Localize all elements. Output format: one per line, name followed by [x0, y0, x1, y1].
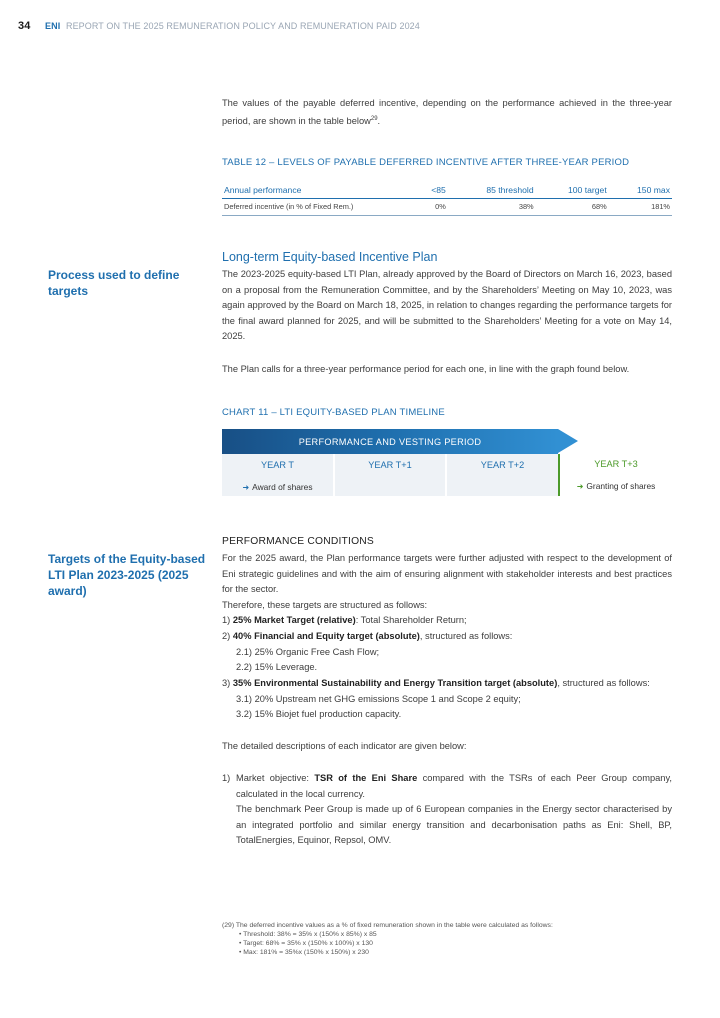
- table-cell: 38%: [448, 199, 536, 216]
- granting-note-text: Granting of shares: [586, 481, 656, 491]
- page-header: [18, 20, 420, 32]
- list-subitem: 2.1) 25% Organic Free Cash Flow;: [236, 647, 380, 657]
- list-item: [222, 629, 512, 645]
- table-cell: 0%: [416, 199, 448, 216]
- performance-vesting-band: PERFORMANCE AND VESTING PERIOD: [222, 429, 558, 454]
- market-objective-number: 1): [222, 773, 231, 783]
- col-header: 85 threshold: [448, 184, 536, 199]
- intro-text: The values of the payable deferred incentive, depending on the performance achieved in the three-year period, are shown in the table below: [222, 98, 672, 126]
- side-title-process: Process used to define targets: [48, 268, 180, 298]
- arrow-right-icon: ➜: [576, 482, 584, 491]
- page-number: 34: [18, 20, 31, 32]
- table-cell: 68%: [536, 199, 609, 216]
- list-bold: 25% Market Target (relative): [232, 615, 356, 625]
- list-text: , structured as follows:: [557, 678, 650, 688]
- table-row: [222, 199, 672, 216]
- market-objective-text: compared with the TSRs of each Peer Group company, calculated in the local currency.: [236, 773, 673, 799]
- side-title-targets: Targets of the Equity-based LTI Plan 2023-2025 (2025 award): [48, 552, 206, 598]
- list-subitem: 2.2) 15% Leverage.: [236, 662, 318, 672]
- list-number: 1): [222, 615, 231, 625]
- list-item: [222, 676, 650, 692]
- year-label-t3: YEAR T+3: [594, 459, 638, 469]
- col-header: <85: [416, 184, 448, 199]
- peer-group-paragraph: The benchmark Peer Group is made up of 6 European companies in the Energy sector characterised by an integrated portfolio and similar energy transition and decarbonisation paths as Eni: Shell, BP, TotalEnergies, Equinor, Repsol, OMV.: [236, 804, 672, 845]
- granting-note: [560, 481, 672, 491]
- list-number: 2): [222, 631, 231, 641]
- year-label: YEAR T: [260, 460, 295, 470]
- arrow-right-icon: ➜: [242, 483, 250, 492]
- brand-name: ENI: [45, 21, 61, 31]
- timeline-column-year-t1: [335, 454, 445, 496]
- lti-timeline-chart: [222, 429, 578, 497]
- footnote-line: • Target: 68% = 35% x (150% x 100%) x 130: [239, 940, 373, 947]
- year-label: YEAR T+2: [480, 460, 525, 470]
- footnote-ref[interactable]: 29: [370, 115, 378, 122]
- table-cell: Deferred incentive (in % of Fixed Rem.): [222, 199, 416, 216]
- col-header: 100 target: [536, 184, 609, 199]
- award-note: [222, 482, 333, 492]
- award-note-text: Award of shares: [252, 482, 313, 492]
- perf-heading: PERFORMANCE CONDITIONS: [222, 536, 374, 547]
- col-header: Annual performance: [222, 184, 416, 199]
- market-objective: [236, 771, 672, 802]
- list-number: 3): [222, 678, 231, 688]
- list-text: : Total Shareholder Return;: [355, 615, 467, 625]
- intro-end: .: [377, 115, 381, 126]
- list-subitem: 3.2) 15% Biojet fuel production capacity.: [236, 709, 402, 719]
- perf-paragraph-1: For the 2025 award, the Plan performance targets were further adjusted with respect to the development of Eni strategic guidelines and with the aim of ensuring alignment with stakeholder interests and best practices for the sector.: [222, 553, 672, 594]
- market-objective-bold: TSR of the Eni Share: [314, 773, 418, 783]
- chart-11-title: CHART 11 – LTI EQUITY-BASED PLAN TIMELINE: [222, 407, 445, 418]
- footnote-line: (29) The deferred incentive values as a % of fixed remuneration shown in the table were calculated as follows:: [222, 922, 553, 929]
- col-header: 150 max: [609, 184, 672, 199]
- footnote-line: • Threshold: 38% = 35% x (150% x 85%) x 85: [239, 931, 377, 938]
- table-header-row: [222, 184, 672, 199]
- footnote: [222, 921, 672, 957]
- list-text: , structured as follows:: [419, 631, 513, 641]
- lti-paragraph-2: The Plan calls for a three-year performance period for each one, in line with the graph found below.: [222, 364, 630, 374]
- list-subitem: 3.1) 20% Upstream net GHG emissions Scope 1 and Scope 2 equity;: [236, 694, 521, 704]
- perf-paragraph-3: The detailed descriptions of each indicator are given below:: [222, 741, 467, 751]
- timeline-column-year-t2: [447, 454, 558, 496]
- list-bold: 35% Environmental Sustainability and Energy Transition target (absolute): [232, 678, 558, 688]
- market-objective-prefix: Market objective:: [236, 773, 315, 783]
- lti-heading: Long-term Equity-based Incentive Plan: [222, 250, 438, 264]
- table-12-title: TABLE 12 – LEVELS OF PAYABLE DEFERRED INCENTIVE AFTER THREE-YEAR PERIOD: [222, 157, 630, 168]
- header-title: REPORT ON THE 2025 REMUNERATION POLICY AND REMUNERATION PAID 2024: [65, 21, 420, 31]
- year-label: YEAR T+1: [368, 460, 412, 470]
- perf-paragraph-2: Therefore, these targets are structured as follows:: [222, 600, 428, 610]
- list-item: [222, 613, 467, 629]
- list-bold: 40% Financial and Equity target (absolute): [232, 631, 420, 641]
- band-arrow-head: [558, 429, 578, 453]
- intro-paragraph: [222, 96, 672, 129]
- table-cell: 181%: [609, 199, 672, 216]
- timeline-column-year-t: [222, 454, 333, 496]
- lti-paragraph-1: The 2023-2025 equity-based LTI Plan, already approved by the Board of Directors on March 16, 2023, based on a proposal from the Remuneration Committee, and by the Shareholders’ Meeting on May 10, 2023, was again approved by the Board on March 18, 2025, in relation to changes regarding the performance targets for the final award planned for 2025, and will be submitted to the Shareholders’ Meeting for a vote on May 14, 2025.: [222, 269, 672, 341]
- footnote-line: • Max: 181% = 35%x (150% x 150%) x 230: [239, 949, 369, 956]
- deferred-incentive-table: [222, 184, 672, 216]
